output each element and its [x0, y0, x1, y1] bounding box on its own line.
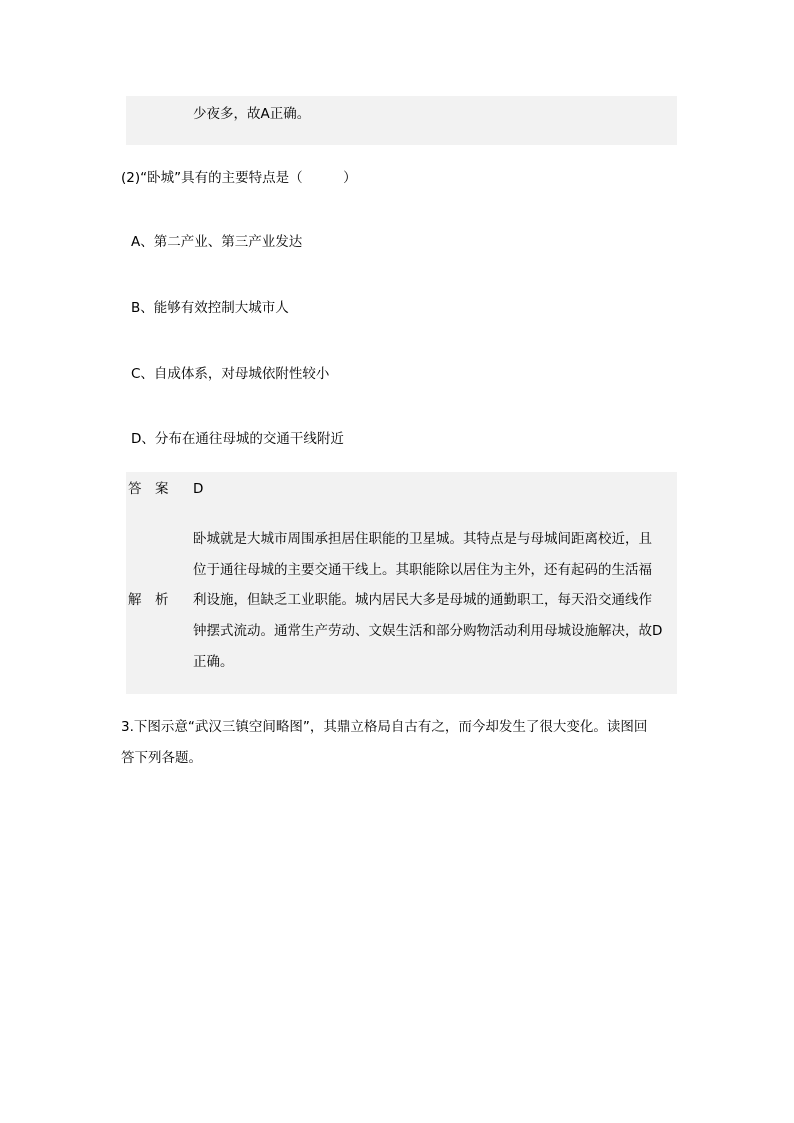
- previous-explanation-text: 少夜多，故A正确。: [193, 106, 311, 122]
- option-b: B、能够有效控制大城市人: [131, 300, 289, 316]
- question-3-stem-line-1: 3.下图示意“武汉三镇空间略图”，其鼎立格局自古有之，而今却发生了很大变化。读图回: [121, 719, 648, 735]
- question-2-stem: (2)“卧城”具有的主要特点是（ ）: [121, 170, 357, 186]
- analysis-line: 位于通往母城的主要交通干线上。其职能除以居住为主外，还有起码的生活福: [193, 562, 652, 578]
- option-d: D、分布在通往母城的交通干线附近: [131, 431, 344, 447]
- option-c: C、自成体系，对母城依附性较小: [131, 366, 330, 382]
- analysis-line: 卧城就是大城市周围承担居住职能的卫星城。其特点是与母城间距离校近，且: [193, 531, 652, 547]
- option-a: A、第二产业、第三产业发达: [131, 234, 303, 250]
- analysis-line: 钟摆式流动。通常生产劳动、文娱生活和部分购物活动利用母城设施解决，故D: [193, 623, 663, 639]
- answer-label: 答 案: [128, 481, 169, 497]
- answer-value: D: [193, 481, 204, 497]
- analysis-line: 正确。: [193, 654, 234, 670]
- question-3-stem-line-2: 答下列各题。: [121, 750, 202, 766]
- analysis-line: 利设施，但缺乏工业职能。城内居民大多是母城的通勤职工，每天沿交通线作: [193, 592, 652, 608]
- analysis-label: 解 析: [128, 592, 169, 608]
